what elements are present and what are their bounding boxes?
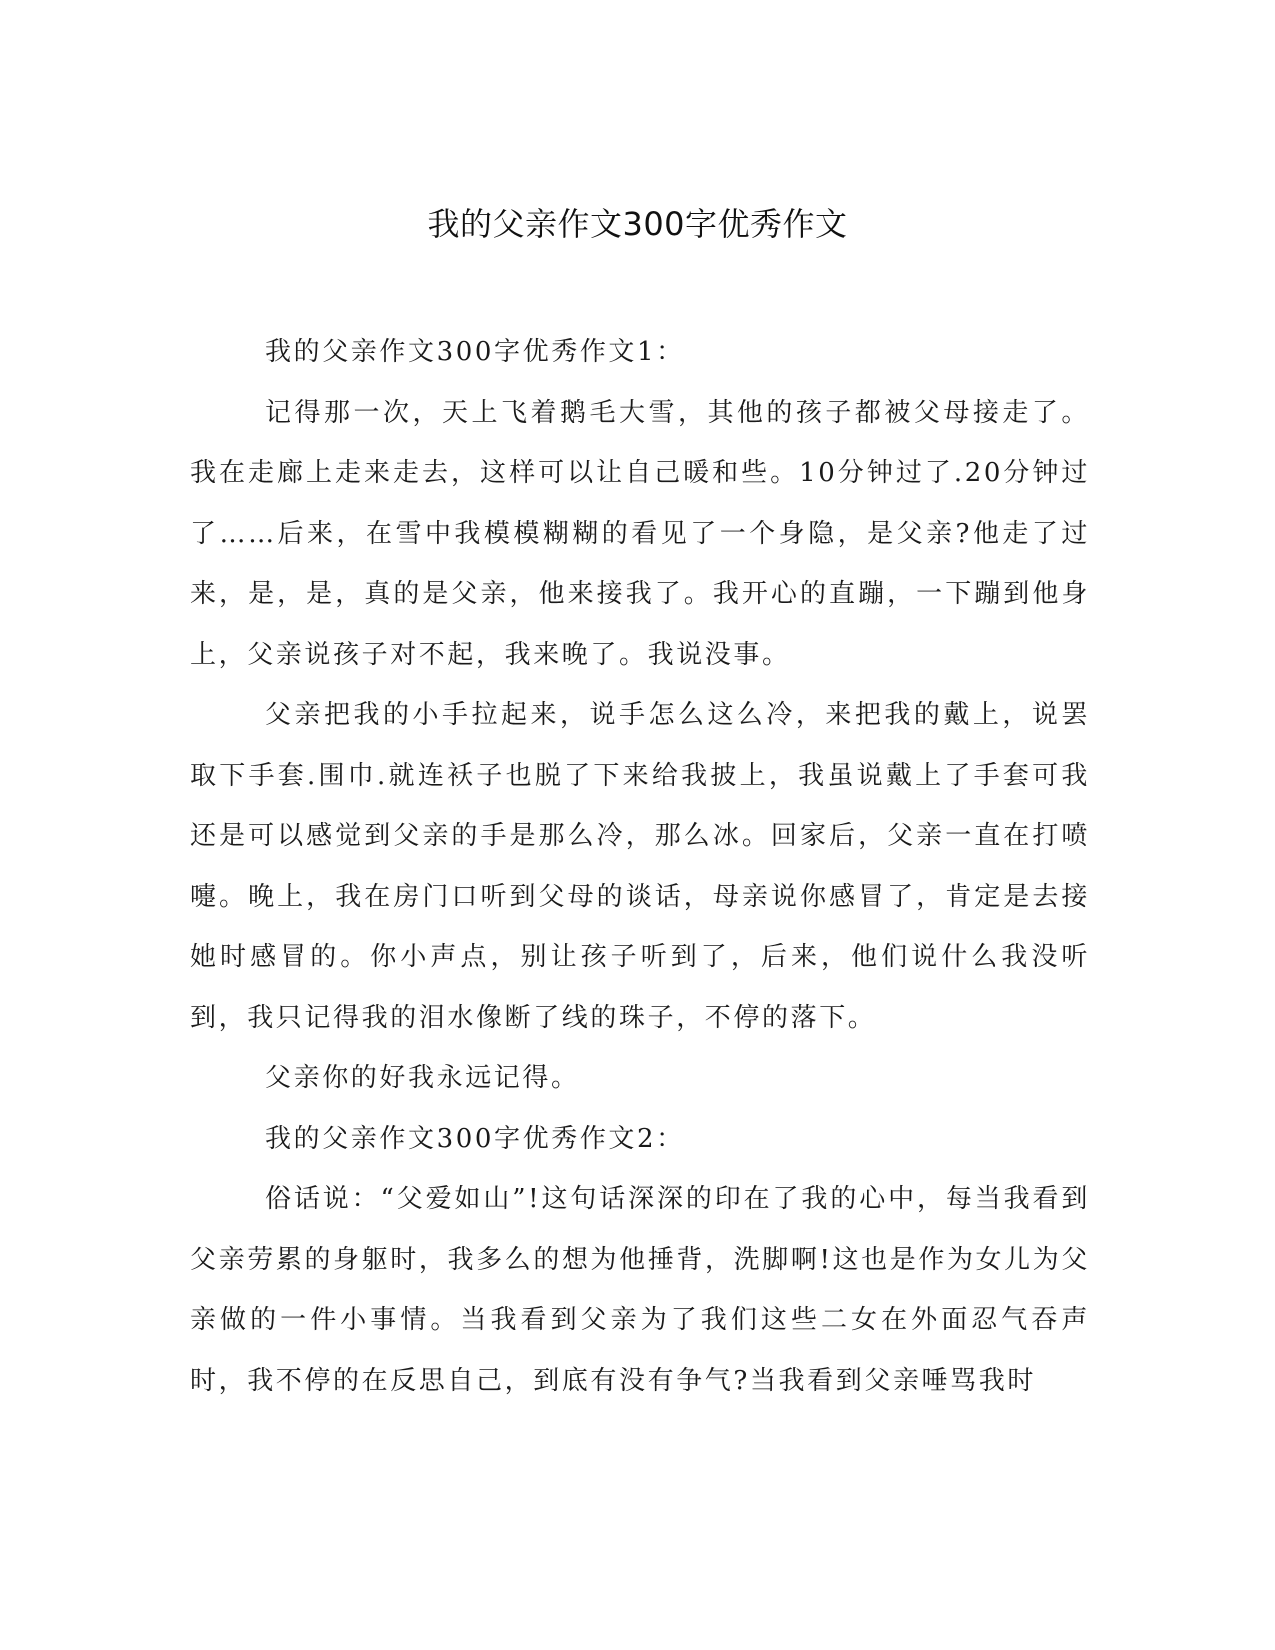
paragraph-heading-2: 我的父亲作文300字优秀作文2： — [265, 1123, 685, 1154]
document-title: 我的父亲作文300字优秀作文 — [427, 205, 848, 243]
paragraph: 父亲把我的小手拉起来，说手怎么这么冷，来把我的戴上，说罢取下手套.围巾.就连袄子也脱了下来给我披上，我虽说戴上了手套可我还是可以感觉到父亲的手是那么冷，那么冰。回家后，父亲一直在打喷嚏。晚上，我在房门口听到父母的谈话，母亲说你感冒了，肯定是去接她时感冒的。你小声点，别让孩子听到了，后来，他们说什么我没听到，我只记得我的泪水像断了线的珠子，不停的落下。 — [190, 700, 1090, 1033]
paragraph: 俗话说：“父爱如山”!这句话深深的印在了我的心中，每当我看到父亲劳累的身躯时，我多么的想为他捶背，洗脚啊!这也是作为女儿为父亲做的一件小事情。当我看到父亲为了我们这些二女在外面忍气吞声时，我不停的在反思自己，到底有没有争气?当我看到父亲唾骂我时 — [190, 1184, 1090, 1396]
document-body — [190, 322, 1090, 1411]
paragraph: 父亲你的好我永远记得。 — [265, 1063, 580, 1093]
paragraph: 记得那一次，天上飞着鹅毛大雪，其他的孩子都被父母接走了。我在走廊上走来走去，这样可以让自己暖和些。10分钟过了.20分钟过了……后来，在雪中我模模糊糊的看见了一个身隐，是父亲?他走了过来，是，是，真的是父亲，他来接我了。我开心的直蹦，一下蹦到他身上，父亲说孩子对不起，我来晚了。我说没事。 — [190, 397, 1090, 670]
paragraph-heading-1: 我的父亲作文300字优秀作文1： — [265, 337, 685, 367]
